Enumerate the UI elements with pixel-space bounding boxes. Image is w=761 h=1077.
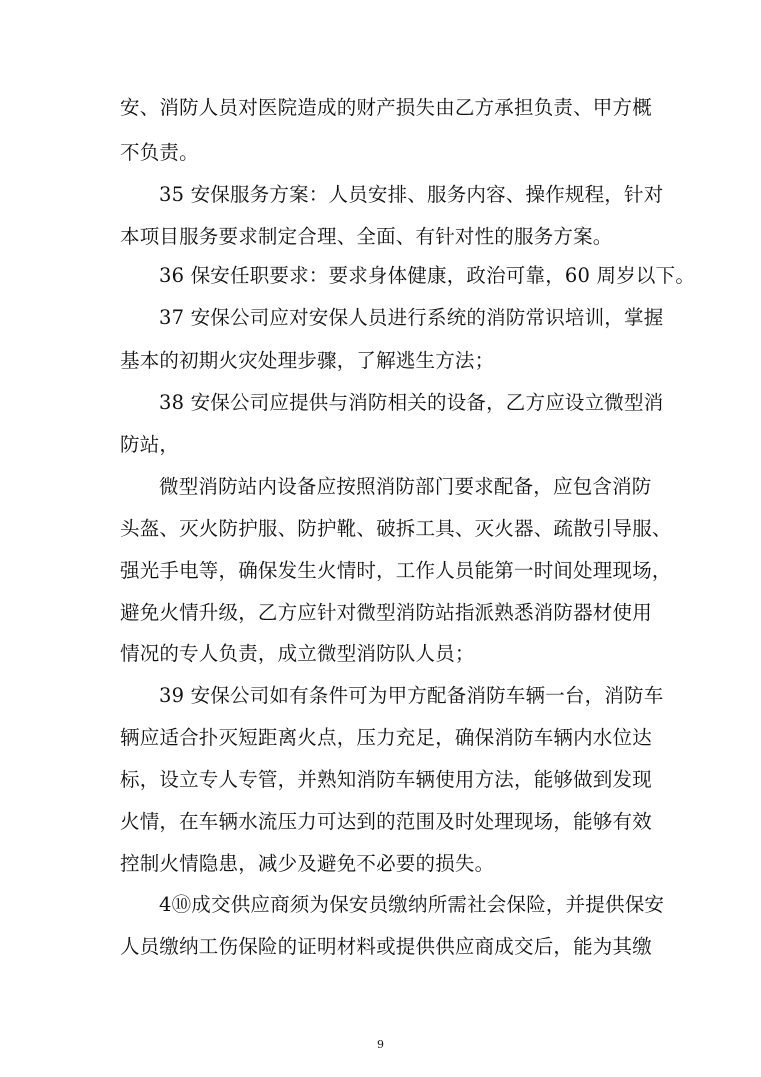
text-line: 本项目服务要求制定合理、全面、有针对性的服务方案。 (120, 225, 613, 248)
text-line: 35 安保服务方案：人员安排、服务内容、操作规程，针对 (159, 183, 664, 206)
text-line: 基本的初期火灾处理步骤，了解逃生方法； (120, 349, 495, 372)
text-line: 情况的专人负责，成立微型消防队人员； (120, 642, 475, 665)
text-line: 38 安保公司应提供与消防相关的设备，乙方应设立微型消 (159, 391, 664, 414)
text-line: 控制火情隐患，减少及避免不必要的损失。 (120, 852, 495, 875)
text-line: 避免火情升级，乙方应针对微型消防站指派熟悉消防器材使用 (120, 601, 652, 624)
text-line: 4⑩成交供应商须为保安员缴纳所需社会保险，并提供保安 (159, 893, 665, 916)
text-line: 不负责。 (120, 141, 199, 164)
text-line: 火情，在车辆水流压力可达到的范围及时处理现场，能够有效 (120, 810, 652, 833)
text-line: 防站， (120, 433, 180, 456)
text-line: 36 保安任职要求：要求身体健康，政治可靠，60 周岁以下。 (159, 264, 696, 287)
text-line: 37 安保公司应对安保人员进行系统的消防常识培训，掌握 (159, 306, 664, 329)
page-number: 9 (377, 1038, 384, 1051)
text-line: 标，设立专人专管，并熟知消防车辆使用方法，能够做到发现 (120, 768, 652, 791)
text-line: 微型消防站内设备应按照消防部门要求配备，应包含消防 (159, 475, 652, 498)
text-line: 头盔、灭火防护服、防护靴、破拆工具、灭火器、疏散引导服、 (120, 517, 672, 540)
text-line: 安、消防人员对医院造成的财产损失由乙方承担负责、甲方概 (120, 96, 652, 119)
text-line: 39 安保公司如有条件可为甲方配备消防车辆一台，消防车 (159, 684, 664, 707)
text-line: 强光手电等，确保发生火情时，工作人员能第一时间处理现场， (120, 559, 672, 582)
text-line: 人员缴纳工伤保险的证明材料或提供供应商成交后，能为其缴 (120, 935, 652, 958)
text-line: 辆应适合扑灭短距离火点，压力充足，确保消防车辆内水位达 (120, 726, 652, 749)
